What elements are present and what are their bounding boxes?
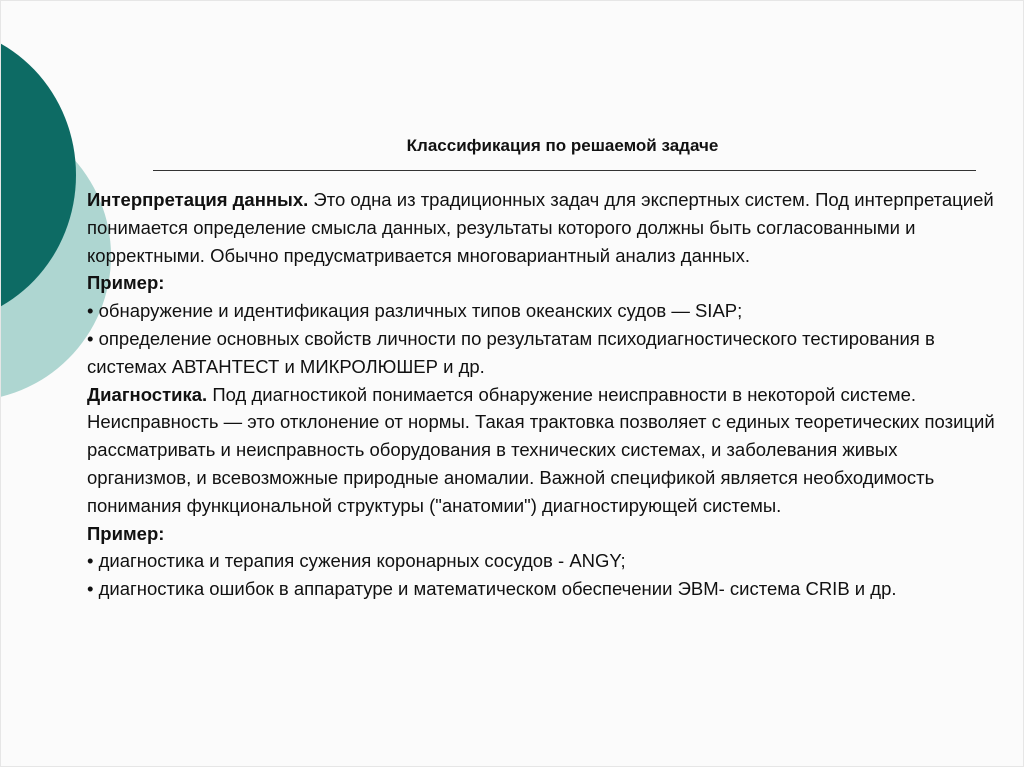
example-item: • обнаружение и идентификация различных типов океанских судов — SIAP; [87,300,743,322]
interpretation-paragraph [87,186,1002,269]
diagnostics-paragraph [87,381,1002,520]
slide-body [87,186,1002,603]
slide-title: Классификация по решаемой задаче [406,136,719,155]
interpretation-text: Это одна из традиционных задач для экспертных систем. Под интерпретацией понимается определение смысла данных, результаты которого должны быть согласованными и корректными. Обычно предусматривается многовариантный анализ данных. [87,189,994,266]
interpretation-heading: Интерпретация данных. [87,189,309,210]
example-item: • определение основных свойств личности по результатам психодиагностического тестирования в системах АВТАНТЕСТ и МИКРОЛЮШЕР и др. [87,327,935,377]
title-underline [153,170,976,171]
example-item: • диагностика ошибок в аппаратуре и математическом обеспечении ЭВМ- система CRIB и др. [87,578,897,600]
diagnostics-text: Под диагностикой понимается обнаружение неисправности в некоторой системе. Неисправность — это отклонение от нормы. Такая трактовка позволяет с единых теоретических позиций рассматривать и неисправность оборудования в технических системах, и заболевания живых организмов, и всевозможные природные аномалии. Важной спецификой является необходимость понимания функциональной структуры ("анатомии") диагностирующей системы. [87,383,995,516]
example-item: • диагностика и терапия сужения коронарных сосудов - ANGY; [87,550,626,572]
example-label: Пример: [87,522,165,544]
example-label: Пример: [87,272,165,294]
diagnostics-heading: Диагностика. [87,383,208,405]
